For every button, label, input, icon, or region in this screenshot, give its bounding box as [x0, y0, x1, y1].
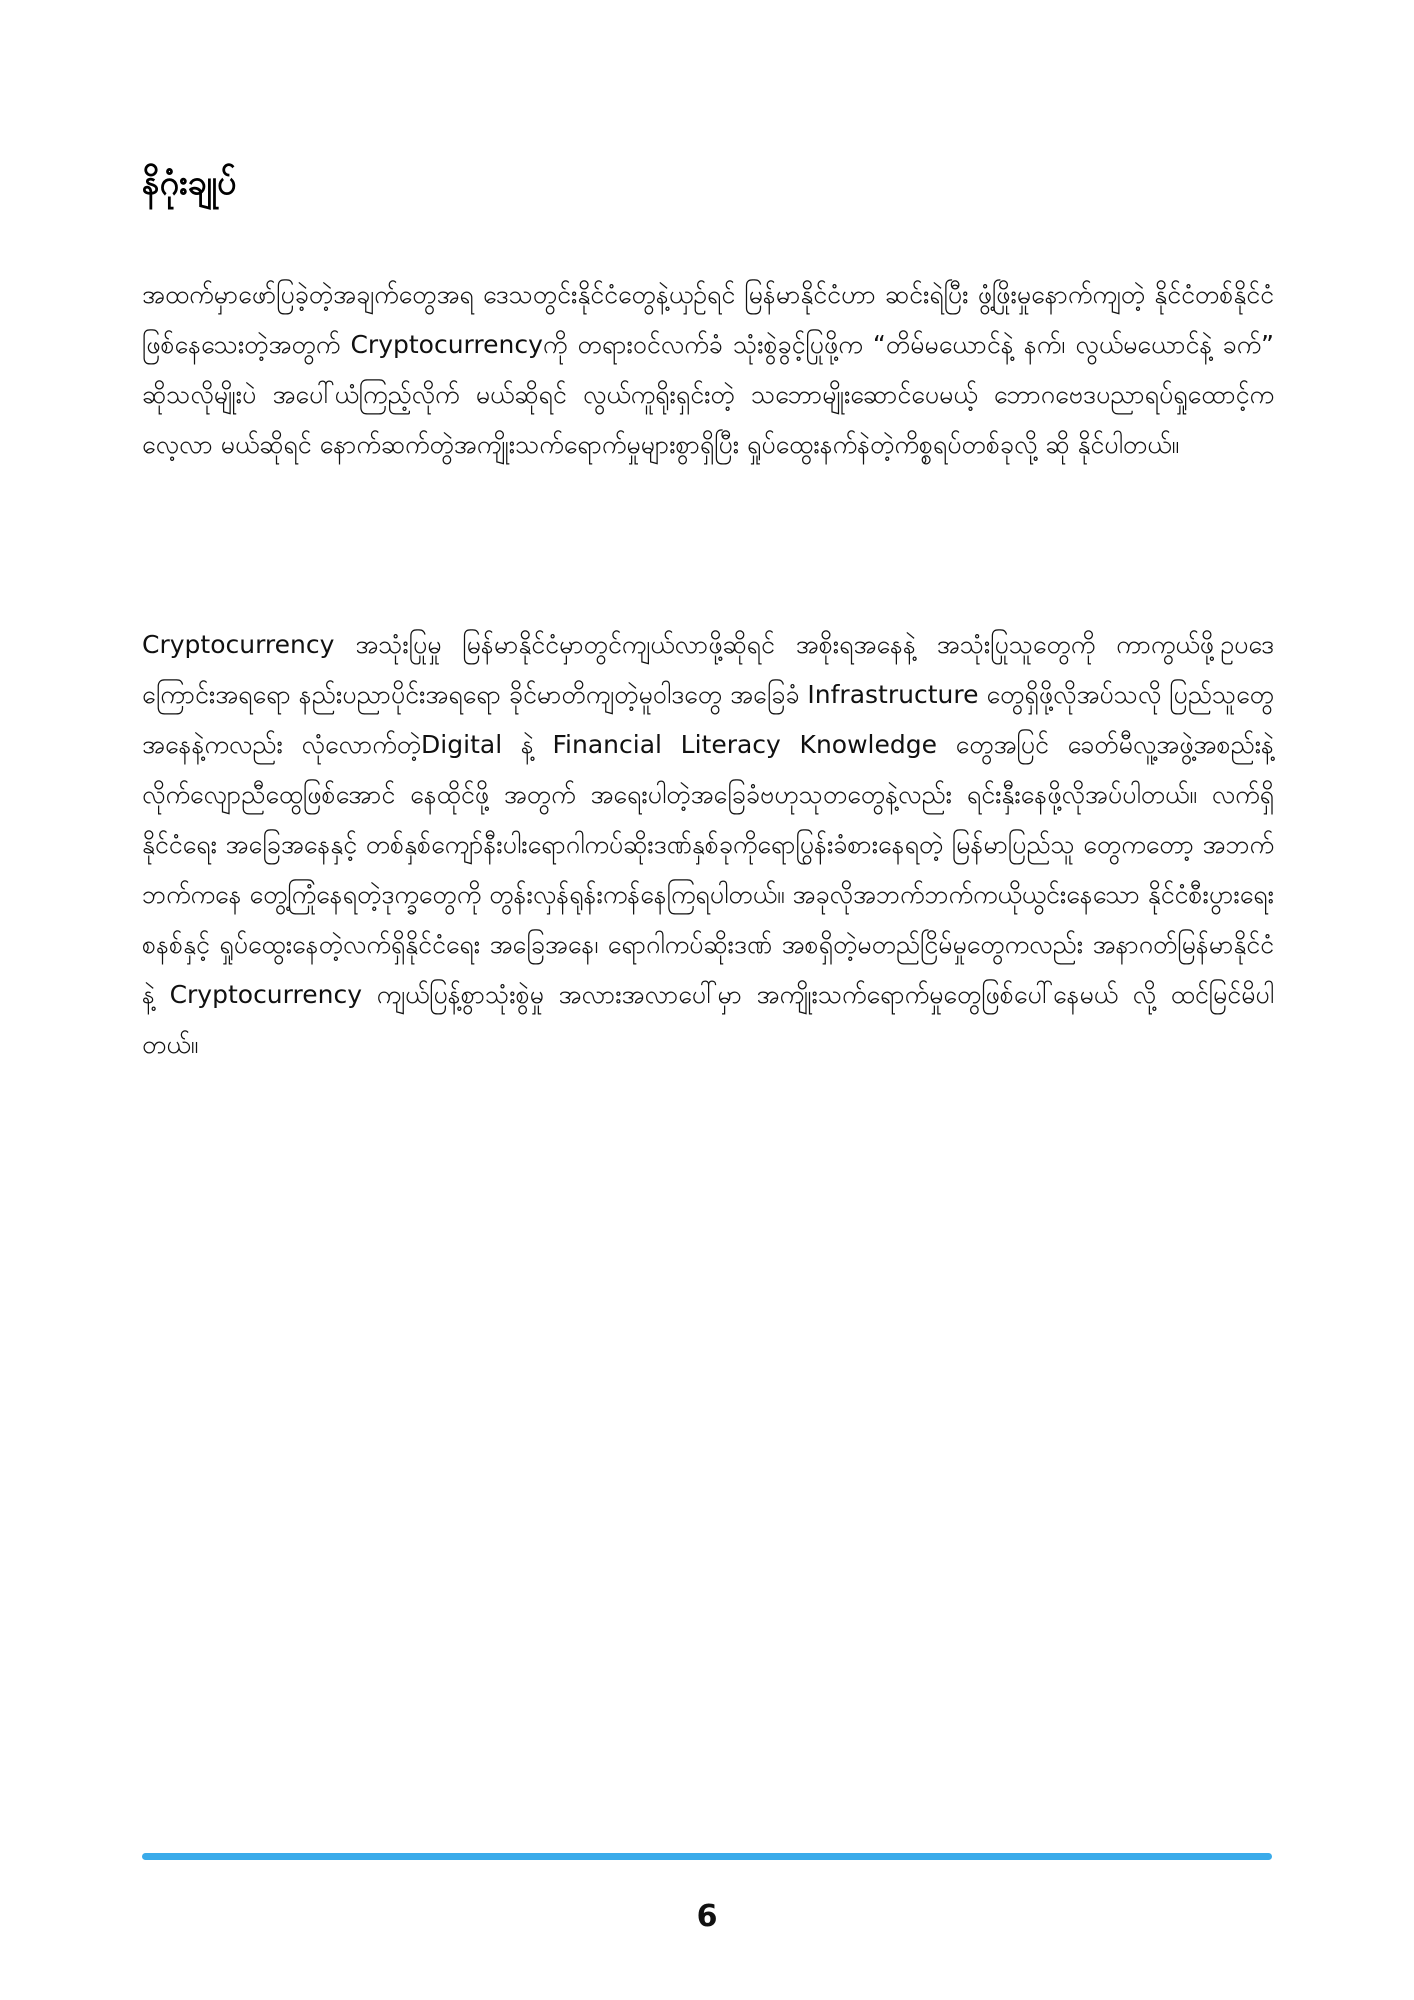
- footer-divider: [142, 1853, 1272, 1860]
- page-number: 6: [696, 1899, 718, 1934]
- paragraph: အထက်မှာဖော်ပြခဲ့တဲ့အချက်တွေအရ ဒေသတွင်းနိုင်ငံတွေနဲ့ယှဉ်ရင် မြန်မာနိုင်ငံဟာ ဆင်းရဲပြီး ဖွံ့ဖြိုးမှုနောက်ကျတဲ့ နိုင်ငံတစ်နိုင်ငံဖြစ်နေသေးတဲ့အတွက် Cryptocurrencyကို တရားဝင်လက်ခံ သုံးစွဲခွင့်ပြုဖို့က “တိမ်မယောင်နဲ့ နက်၊ လွယ်မယောင်နဲ့ ခက်” ဆိုသလိုမျိုးပဲ အပေါ်ယံကြည့်လိုက် မယ်ဆိုရင် လွယ်ကူရိုးရှင်းတဲ့ သဘောမျိုးဆောင်ပေမယ့် ဘောဂဗေဒပညာရပ်ရှုထောင့်က လေ့လာ မယ်ဆိုရင် နောက်ဆက်တွဲအကျိုးသက်ရောက်မှုများစွာရှိပြီး ရှုပ်ထွေးနက်နဲတဲ့ကိစ္စရပ်တစ်ခုလို့ ဆို နိုင်ပါတယ်။: [142, 280, 1274, 459]
- paragraph: Cryptocurrency အသုံးပြုမှု မြန်မာနိုင်ငံမှာတွင်ကျယ်လာဖို့ဆိုရင် အစိုးရအနေနဲ့ အသုံးပြုသူတွေကို ကာကွယ်ဖို့ဥပဒေကြောင်းအရရော နည်းပညာပိုင်းအရရော ခိုင်မာတိကျတဲ့မူဝါဒတွေ အခြေခံ Infrastructure တွေရှိဖို့လိုအပ်သလို ပြည်သူတွေအနေနဲ့ကလည်း လုံလောက်တဲ့Digital နဲ့ Financial Literacy Knowledge တွေအပြင် ခေတ်မီလူ့အဖွဲ့အစည်းနဲ့လိုက်လျောညီထွေဖြစ်အောင် နေထိုင်ဖို့ အတွက် အရေးပါတဲ့အခြေခံဗဟုသုတတွေနဲ့လည်း ရင်းနှီးနေဖို့လိုအပ်ပါတယ်။ လက်ရှိနိုင်ငံရေး အခြေအနေနှင့် တစ်နှစ်ကျော်နီးပါးရောဂါကပ်ဆိုးဒဏ်နှစ်ခုကိုရောပြွန်းခံစားနေရတဲ့ မြန်မာပြည်သူ တွေကတော့ အဘက်ဘက်ကနေ တွေ့ကြုံနေရတဲ့ဒုက္ခတွေကို တွန်းလှန်ရုန်းကန်နေကြရပါတယ်။ အခုလိုအဘက်ဘက်ကယိုယွင်းနေသော နိုင်ငံစီးပွားရေးစနစ်နှင့် ရှုပ်ထွေးနေတဲ့လက်ရှိနိုင်ငံရေး အခြေအနေ၊ ရောဂါကပ်ဆိုးဒဏ် အစရှိတဲ့မတည်ငြိမ်မှုတွေကလည်း အနာဂတ်မြန်မာနိုင်ငံနဲ့ Cryptocurrency ကျယ်ပြန့်စွာသုံးစွဲမှု အလားအလာပေါ်မှာ အကျိုးသက်ရောက်မှုတွေဖြစ်ပေါ်နေမယ် လို့ ထင်မြင်မိပါတယ်။: [142, 630, 1274, 1059]
- section-heading: နိဂုံးချုပ်: [142, 163, 237, 203]
